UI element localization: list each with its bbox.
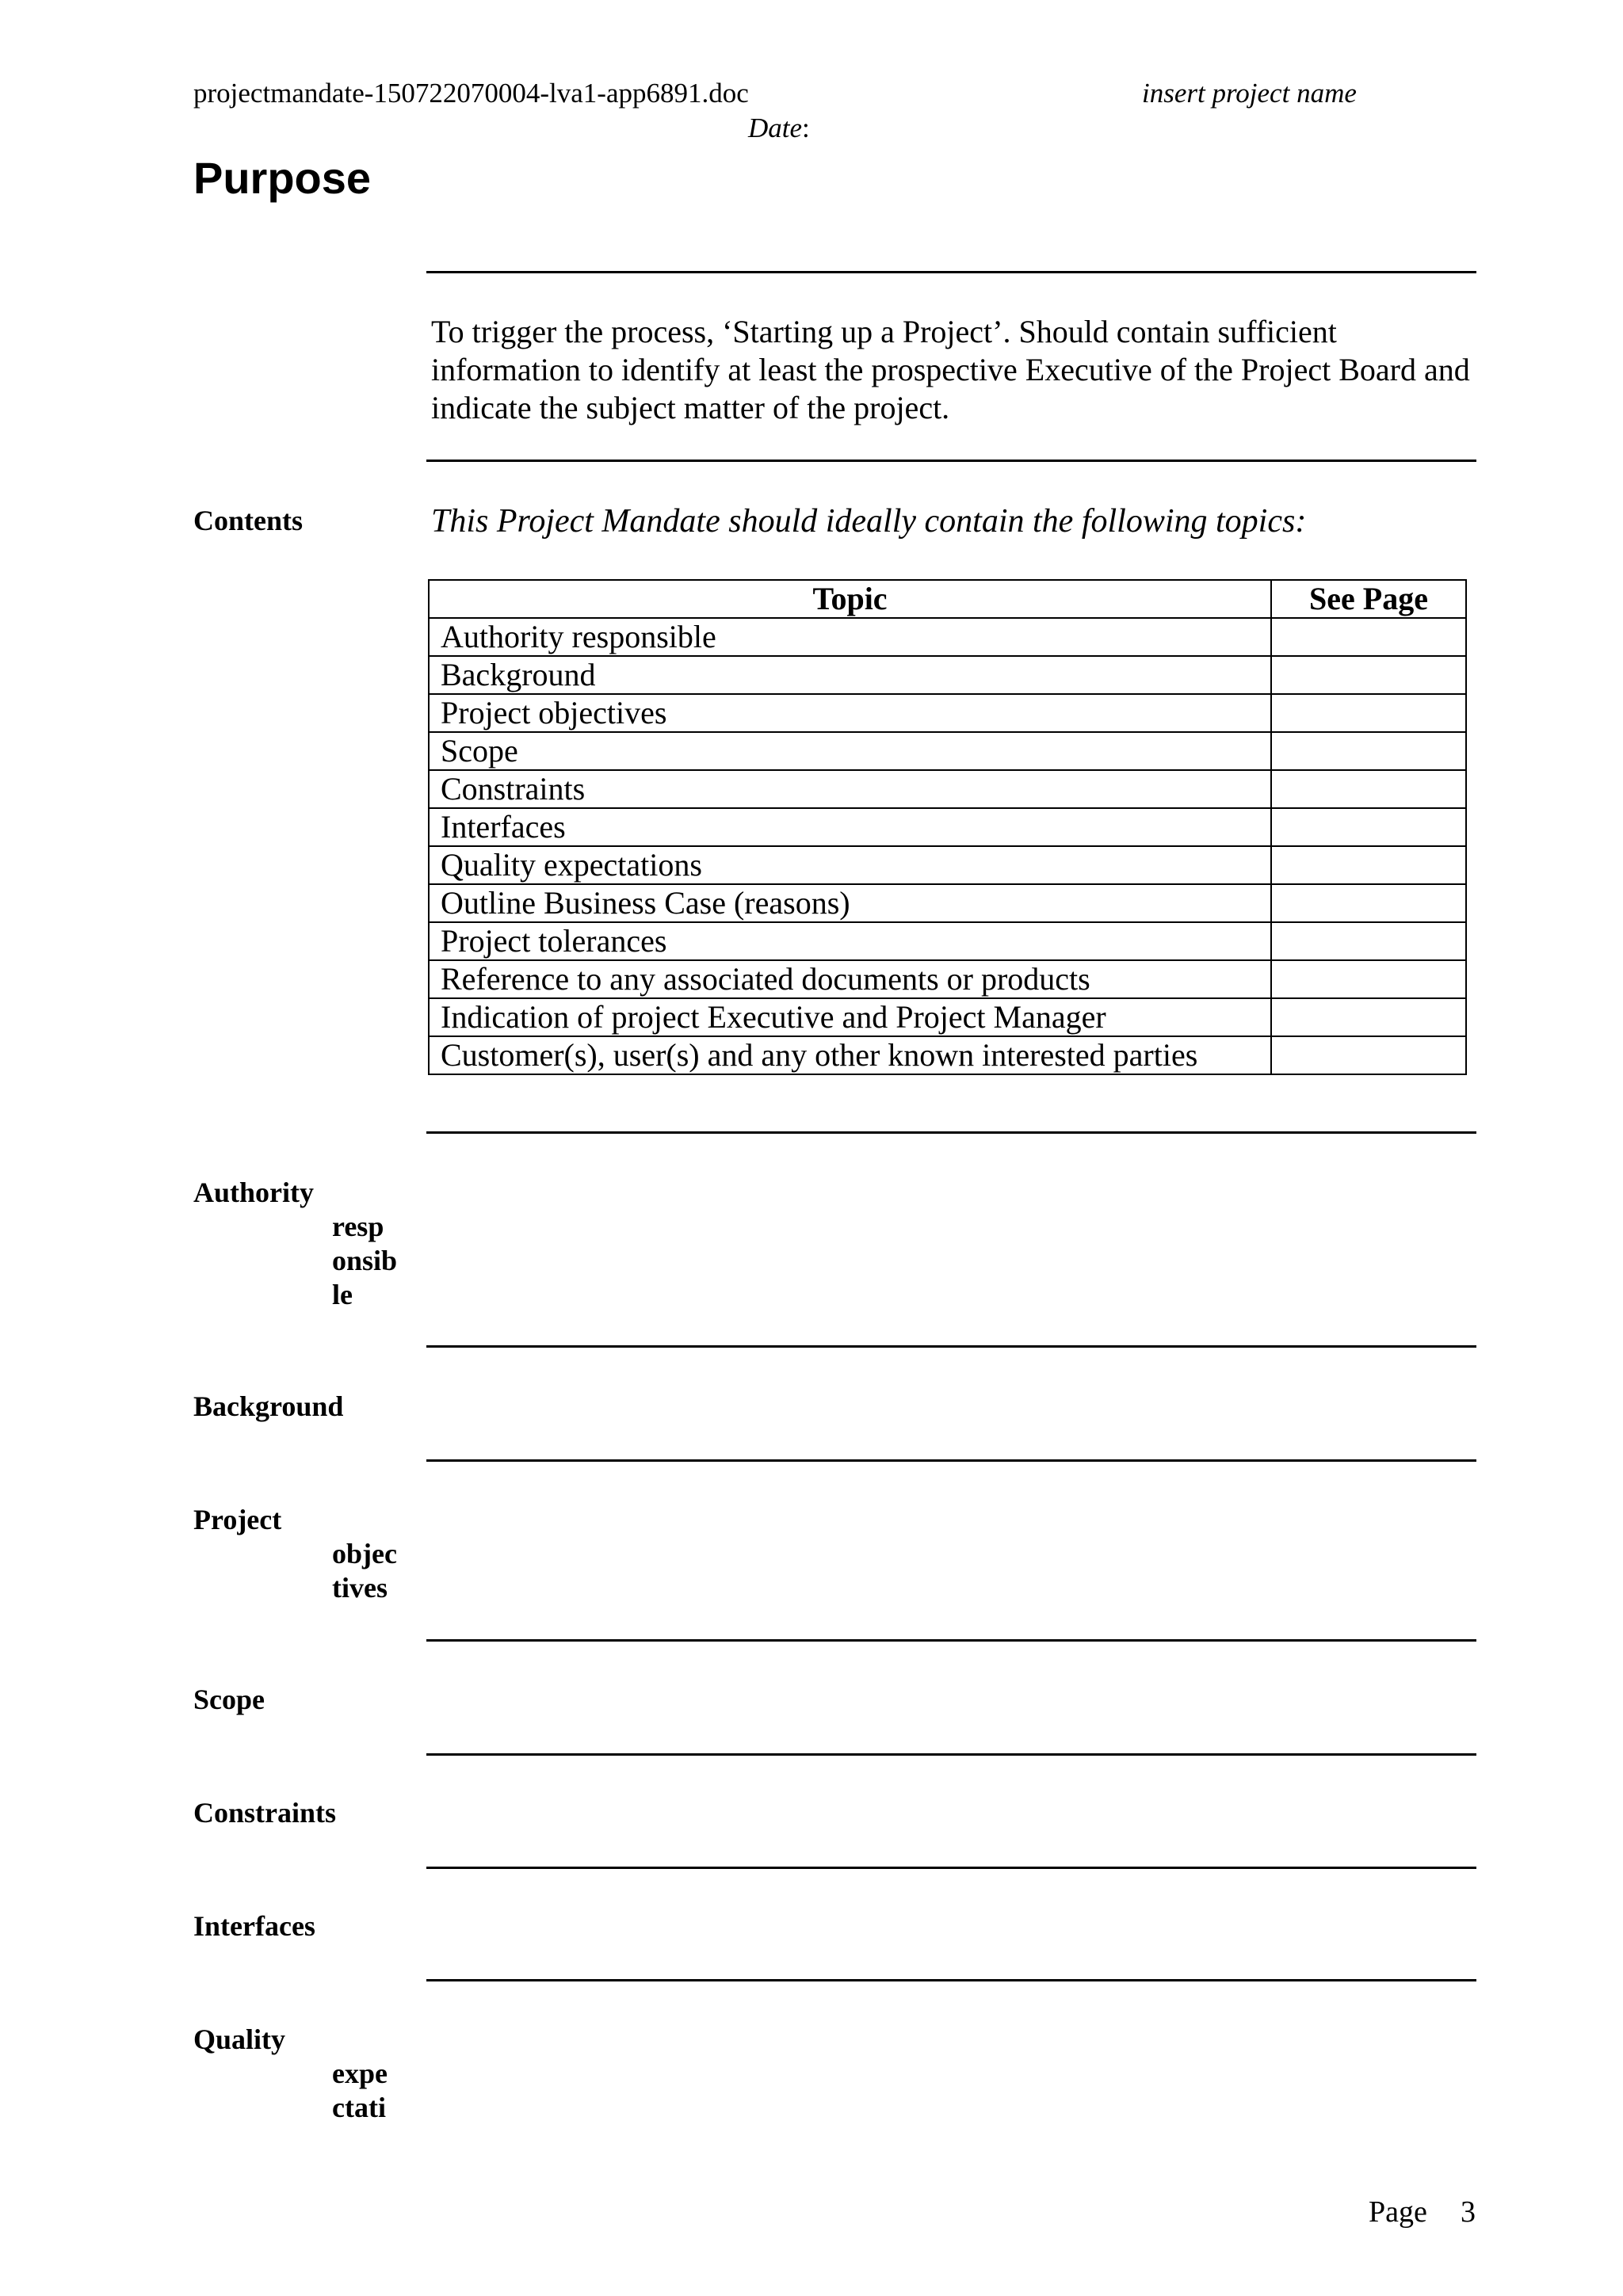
- section-label-line: Scope: [193, 1684, 265, 1715]
- see-page-column-header: See Page: [1271, 580, 1466, 618]
- section-label-interfaces: [193, 1909, 315, 1943]
- page-label: Page: [1369, 2195, 1427, 2229]
- table-row: [429, 618, 1466, 656]
- see-page-cell: [1271, 846, 1466, 884]
- see-page-cell: [1271, 770, 1466, 808]
- section-label-quality-expectations: [193, 2023, 388, 2125]
- section-label-constraints: [193, 1796, 336, 1830]
- divider: [426, 1345, 1476, 1348]
- table-row: [429, 846, 1466, 884]
- date-field: [748, 113, 810, 144]
- page-number: 3: [1461, 2195, 1476, 2229]
- topic-cell: Outline Business Case (reasons): [429, 884, 1271, 922]
- table-row: [429, 732, 1466, 770]
- table-row: [429, 770, 1466, 808]
- see-page-cell: [1271, 808, 1466, 846]
- see-page-cell: [1271, 694, 1466, 732]
- topic-cell: Background: [429, 656, 1271, 694]
- section-label-background: [193, 1390, 343, 1424]
- topic-cell: Indication of project Executive and Project Manager: [429, 998, 1271, 1036]
- table-row: [429, 656, 1466, 694]
- see-page-cell: [1271, 884, 1466, 922]
- section-label-line: le: [332, 1279, 353, 1310]
- table-row: [429, 1036, 1466, 1074]
- section-label-line: Interfaces: [193, 1910, 315, 1942]
- table-row: [429, 808, 1466, 846]
- document-filename: projectmandate-150722070004-lva1-app6891.doc: [193, 78, 749, 109]
- see-page-cell: [1271, 732, 1466, 770]
- see-page-cell: [1271, 922, 1466, 960]
- topic-cell: Quality expectations: [429, 846, 1271, 884]
- section-label-line: Authority: [193, 1177, 314, 1208]
- date-colon: :: [802, 113, 810, 143]
- topics-table: [428, 579, 1467, 1075]
- contents-intro: This Project Mandate should ideally contain the following topics:: [431, 503, 1307, 540]
- page-title: Purpose: [193, 153, 372, 203]
- topic-cell: Customer(s), user(s) and any other known interested parties: [429, 1036, 1271, 1074]
- section-label-line: Constraints: [193, 1797, 337, 1829]
- topic-cell: Authority responsible: [429, 618, 1271, 656]
- section-label-line: Quality: [193, 2023, 286, 2055]
- topic-cell: Project tolerances: [429, 922, 1271, 960]
- divider: [426, 460, 1476, 462]
- topic-cell: Interfaces: [429, 808, 1271, 846]
- section-label-project-objectives: [193, 1503, 397, 1605]
- divider: [426, 271, 1476, 273]
- section-label-scope: [193, 1683, 265, 1717]
- divider: [426, 1131, 1476, 1134]
- table-row: [429, 922, 1466, 960]
- see-page-cell: [1271, 998, 1466, 1036]
- section-label-line: resp: [332, 1211, 384, 1242]
- divider: [426, 1639, 1476, 1642]
- section-label-line: objec: [332, 1538, 397, 1569]
- topic-cell: Scope: [429, 732, 1271, 770]
- project-name-placeholder: insert project name: [1142, 78, 1357, 109]
- divider: [426, 1867, 1476, 1869]
- divider: [426, 1753, 1476, 1756]
- section-label-line: Project: [193, 1504, 282, 1535]
- purpose-text: To trigger the process, ‘Starting up a Project’. Should contain sufficient information to identify at least the prospective Executive of the Project Board and indicate the subject matter of the project.: [431, 314, 1470, 425]
- see-page-cell: [1271, 618, 1466, 656]
- see-page-cell: [1271, 960, 1466, 998]
- contents-label: Contents: [193, 505, 304, 536]
- topic-column-header: Topic: [429, 580, 1271, 618]
- topic-cell: Project objectives: [429, 694, 1271, 732]
- table-row: [429, 884, 1466, 922]
- table-header-row: [429, 580, 1466, 618]
- topic-cell: Reference to any associated documents or products: [429, 960, 1271, 998]
- section-label-line: onsib: [332, 1245, 398, 1276]
- topic-cell: Constraints: [429, 770, 1271, 808]
- table-row: [429, 960, 1466, 998]
- section-label-line: expe: [332, 2058, 388, 2089]
- divider: [426, 1979, 1476, 1981]
- section-label-line: ctati: [332, 2092, 386, 2123]
- date-label: Date: [748, 113, 803, 143]
- divider: [426, 1459, 1476, 1462]
- table-row: [429, 694, 1466, 732]
- see-page-cell: [1271, 1036, 1466, 1074]
- section-label-line: tives: [332, 1572, 388, 1604]
- section-label-authority-responsible: [193, 1176, 397, 1312]
- table-row: [429, 998, 1466, 1036]
- see-page-cell: [1271, 656, 1466, 694]
- section-label-line: Background: [193, 1390, 344, 1422]
